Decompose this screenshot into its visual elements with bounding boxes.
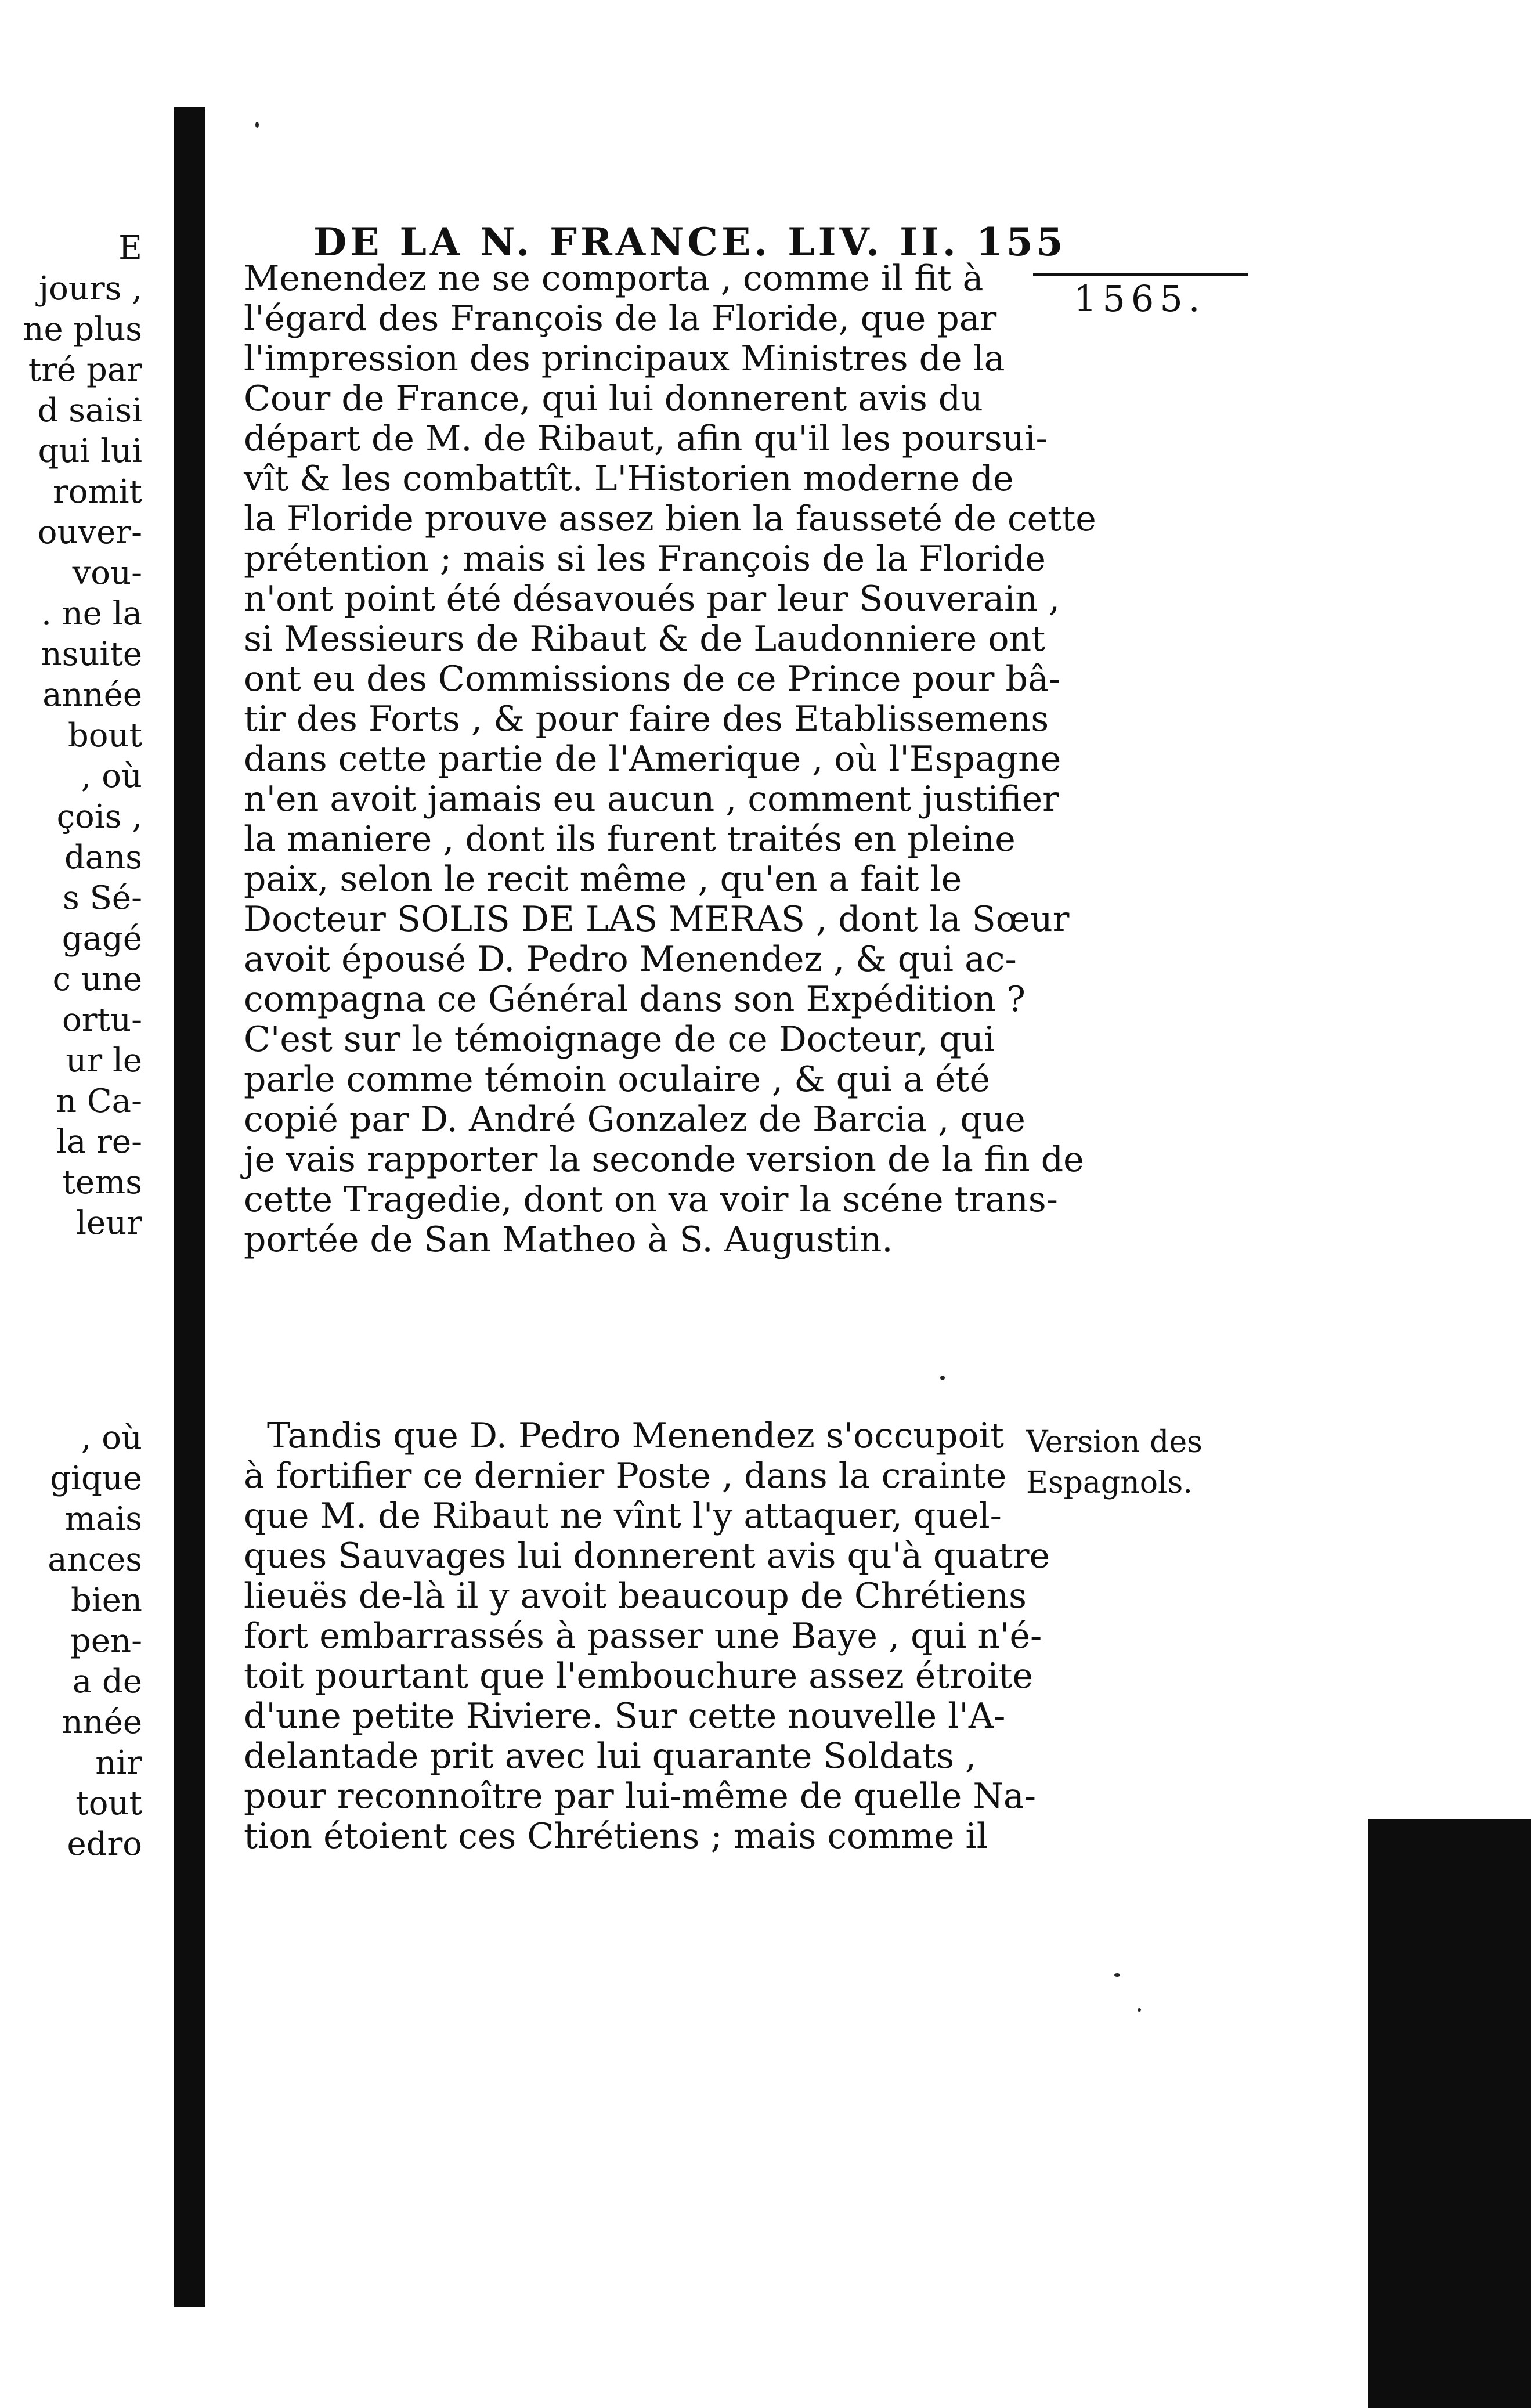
prev-fragment: , où xyxy=(81,757,142,795)
prev-fragment: tout xyxy=(75,1785,142,1822)
ink-speck xyxy=(1138,2008,1141,2012)
marginal-note-line: Espagnols. xyxy=(1026,1465,1193,1500)
text-line: si Messieurs de Ribaut & de Laudonniere ont xyxy=(244,619,1046,659)
text-line: delantade prit avec lui quarante Soldats , xyxy=(244,1736,977,1777)
prev-fragment: romit xyxy=(53,473,142,511)
text-line: compagna ce Général dans son Expédition ? xyxy=(244,979,1026,1020)
text-line: que M. de Ribaut ne vînt l'y attaquer, quel- xyxy=(244,1496,1002,1536)
text-line: vît & les combattît. L'Historien moderne de xyxy=(244,459,1014,499)
text-line: départ de M. de Ribaut, afin qu'il les poursui- xyxy=(244,418,1048,459)
prev-fragment: année xyxy=(42,676,142,714)
text-line: toit pourtant que l'embouchure assez étroite xyxy=(244,1656,1033,1696)
text-line: C'est sur le témoignage de ce Docteur, qui xyxy=(244,1019,995,1060)
text-line: dans cette partie de l'Amerique , où l'Espagne xyxy=(244,739,1061,779)
prev-fragment: E xyxy=(118,229,142,267)
text-line: n'ont point été désavoués par leur Souverain , xyxy=(244,579,1060,619)
text-line: prétention ; mais si les François de la Floride xyxy=(244,539,1046,579)
prev-fragment: ur le xyxy=(66,1042,142,1080)
prev-fragment: , où xyxy=(81,1419,142,1457)
running-header: DE LA N. FRANCE. LIV. II. 155 xyxy=(313,219,1067,265)
text-line: lieuës de-là il y avoit beaucoup de Chrétiens xyxy=(244,1576,1027,1616)
text-line: avoit épousé D. Pedro Menendez , & qui ac- xyxy=(244,939,1017,980)
prev-fragment: s Sé- xyxy=(63,879,142,917)
text-line: l'impression des principaux Ministres de la xyxy=(244,338,1005,379)
prev-fragment: bout xyxy=(67,717,142,754)
prev-fragment: la re- xyxy=(56,1123,142,1161)
prev-fragment: gique xyxy=(50,1460,142,1497)
text-line: tir des Forts , & pour faire des Etablissemens xyxy=(244,699,1049,739)
text-line: Docteur SOLIS DE LAS MERAS , dont la Sœur xyxy=(244,899,1070,940)
text-line: l'égard des François de la Floride, que par xyxy=(244,298,997,339)
prev-fragment: nir xyxy=(95,1744,142,1782)
text-line: je vais rapporter la seconde version de la fin de xyxy=(244,1139,1084,1180)
text-line: tion étoient ces Chrétiens ; mais comme il xyxy=(244,1816,988,1857)
prev-fragment: bien xyxy=(71,1582,142,1619)
text-line: la Floride prouve assez bien la fausseté de cette xyxy=(244,499,1096,539)
prev-fragment: tré par xyxy=(28,351,142,389)
text-line: copié par D. André Gonzalez de Barcia , que xyxy=(244,1099,1026,1140)
prev-fragment: leur xyxy=(76,1204,142,1242)
prev-fragment: gagé xyxy=(62,920,142,958)
prev-fragment: ne plus xyxy=(23,311,142,348)
text-line: fort embarrassés à passer une Baye , qui n'é- xyxy=(244,1616,1042,1656)
prev-fragment: nsuite xyxy=(41,636,142,673)
text-line: d'une petite Riviere. Sur cette nouvelle l'A- xyxy=(244,1696,1006,1736)
text-line: pour reconnoître par lui-même de quelle Na- xyxy=(244,1776,1036,1817)
prev-fragment: c une xyxy=(52,961,142,998)
ink-speck xyxy=(940,1376,945,1380)
prev-fragment: . ne la xyxy=(41,595,142,633)
page-edge-shadow-right xyxy=(1368,1819,1531,2408)
prev-fragment: ouver- xyxy=(37,514,142,551)
binding-shadow-left xyxy=(174,107,205,2307)
text-line: n'en avoit jamais eu aucun , comment justifier xyxy=(244,779,1059,819)
prev-fragment: nnée xyxy=(62,1703,142,1741)
prev-fragment: mais xyxy=(64,1500,142,1538)
prev-fragment: d saisi xyxy=(37,392,142,429)
prev-fragment: dans xyxy=(64,839,142,876)
prev-fragment: çois , xyxy=(56,798,142,836)
prev-fragment: ortu- xyxy=(62,1001,142,1039)
text-line: cette Tragedie, dont on va voir la scéne trans- xyxy=(244,1179,1058,1220)
text-line: parle comme témoin oculaire , & qui a été xyxy=(244,1059,990,1100)
text-line: Tandis que D. Pedro Menendez s'occupoit xyxy=(267,1416,1004,1456)
text-line: à fortifier ce dernier Poste , dans la crainte xyxy=(244,1456,1007,1496)
marginal-note-line: Version des xyxy=(1026,1425,1203,1460)
text-line: Menendez ne se comporta , comme il fit à xyxy=(244,258,984,299)
year-rule xyxy=(1033,273,1248,276)
prev-fragment: qui lui xyxy=(38,432,142,470)
prev-fragment: tems xyxy=(62,1164,142,1201)
prev-fragment: n Ca- xyxy=(55,1082,142,1120)
text-line: Cour de France, qui lui donnerent avis du xyxy=(244,378,983,419)
prev-fragment: jours , xyxy=(38,270,142,308)
ink-speck xyxy=(1114,1973,1120,1977)
prev-fragment: vou- xyxy=(72,554,142,592)
margin-year: 1565. xyxy=(1074,277,1206,320)
text-line: ques Sauvages lui donnerent avis qu'à quatre xyxy=(244,1536,1050,1576)
text-line: paix, selon le recit même , qu'en a fait le xyxy=(244,859,962,900)
text-line: portée de San Matheo à S. Augustin. xyxy=(244,1219,893,1260)
text-line: la maniere , dont ils furent traités en pleine xyxy=(244,819,1016,860)
prev-fragment: pen- xyxy=(70,1622,142,1660)
text-line: ont eu des Commissions de ce Prince pour bâ- xyxy=(244,659,1060,699)
prev-fragment: edro xyxy=(67,1825,142,1863)
marginal-note xyxy=(1026,1422,1276,1503)
prev-fragment: ances xyxy=(48,1541,142,1579)
prev-fragment: a de xyxy=(72,1663,142,1701)
ink-speck xyxy=(255,122,259,128)
